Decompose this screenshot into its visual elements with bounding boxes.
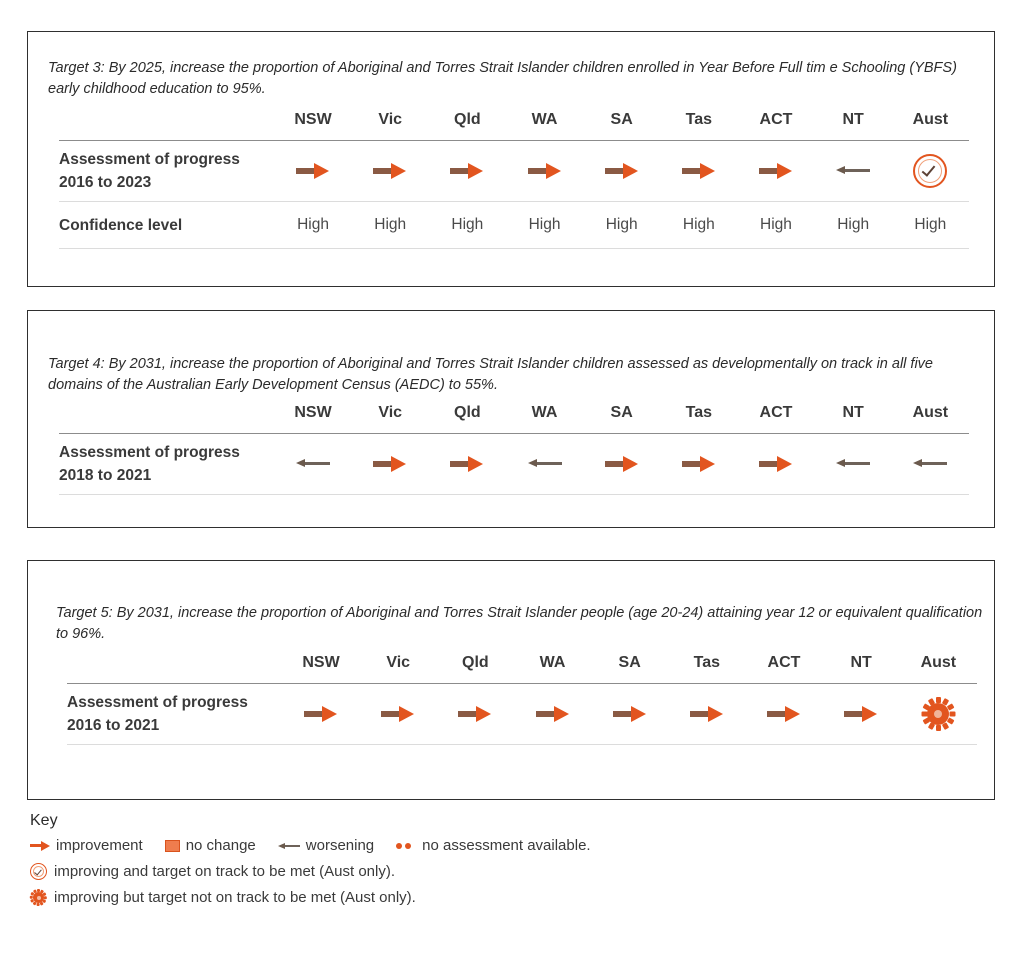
improvement-arrow-icon	[450, 163, 484, 179]
panel-target-5	[27, 560, 995, 800]
improvement-arrow-icon	[682, 163, 716, 179]
table-row-confidence	[59, 202, 969, 249]
cell-sa	[591, 684, 668, 745]
improvement-arrow-icon	[304, 706, 338, 722]
improvement-arrow-icon	[844, 706, 878, 722]
row-label-confidence: Confidence level	[59, 216, 183, 234]
cell-tas	[660, 434, 737, 495]
cell-wa	[514, 684, 591, 745]
header-blank	[67, 654, 282, 683]
target-5-table	[67, 654, 977, 745]
cell-nsw	[274, 141, 351, 202]
header-aust: Aust	[920, 654, 957, 671]
header-aust: Aust	[912, 111, 949, 128]
cell-aust	[892, 434, 969, 495]
target-3-description: Target 3: By 2025, increase the proportion of Aboriginal and Torres Strait Islander children enrolled in Year Before Full tim e Schooling (YBFS) early childhood education to 95%.	[48, 60, 957, 97]
improvement-arrow-icon	[296, 163, 330, 179]
worsening-arrow-icon	[913, 458, 947, 470]
key-item-no-assessment	[396, 837, 590, 854]
key-item-on-track	[30, 863, 990, 880]
row-label-line1: Assessment of progress	[59, 151, 240, 168]
table-header-row	[67, 654, 977, 683]
key-legend	[30, 812, 990, 915]
header-blank	[59, 111, 274, 140]
header-wa: WA	[539, 654, 566, 671]
worsening-arrow-icon	[836, 165, 870, 177]
target-5-description: Target 5: By 2031, increase the proportion of Aboriginal and Torres Strait Islander people (age 20-24) attaining year 12 or equivalent qualification to 96%.	[56, 605, 983, 642]
row-label-assessment	[59, 141, 274, 202]
worsening-arrow-icon	[296, 458, 330, 470]
header-qld: Qld	[462, 654, 489, 671]
header-blank	[59, 404, 274, 433]
cell-nt	[815, 434, 892, 495]
row-label-line2: 2018 to 2021	[59, 467, 152, 484]
cell-nsw	[282, 684, 359, 745]
worsening-arrow-icon	[836, 458, 870, 470]
header-act: ACT	[759, 404, 793, 421]
cell-wa	[506, 141, 583, 202]
panel-target-3	[27, 31, 995, 287]
improvement-arrow-icon	[30, 841, 50, 851]
conf-sa: High	[605, 216, 638, 233]
cell-qld	[437, 684, 514, 745]
cell-vic	[360, 684, 437, 745]
panel-target-4	[27, 310, 995, 528]
conf-qld: High	[451, 216, 484, 233]
on-track-check-circle-icon	[913, 154, 947, 188]
no-assessment-dots-icon	[396, 841, 416, 851]
improvement-arrow-icon	[450, 456, 484, 472]
worsening-arrow-icon	[528, 458, 562, 470]
row-label-line1: Assessment of progress	[59, 444, 240, 461]
table-header-row	[59, 404, 969, 433]
improvement-arrow-icon	[613, 706, 647, 722]
header-wa: WA	[531, 111, 558, 128]
header-tas: Tas	[685, 111, 713, 128]
cell-vic	[352, 434, 429, 495]
cell-tas	[668, 684, 745, 745]
header-nt: NT	[842, 404, 864, 421]
target-4-description: Target 4: By 2031, increase the proportion of Aboriginal and Torres Strait Islander children assessed as developmentally on track in all five domains of the Australian Early Development Census (AEDC) to 55%.	[48, 356, 933, 393]
no-change-icon	[165, 840, 180, 852]
conf-tas: High	[682, 216, 715, 233]
cell-vic	[352, 141, 429, 202]
cell-nsw	[274, 434, 351, 495]
cell-tas	[660, 141, 737, 202]
key-label-on-track: improving and target on track to be met (Aust only).	[54, 863, 395, 880]
improvement-arrow-icon	[759, 163, 793, 179]
bottom-rule	[59, 248, 969, 249]
target-3-table	[59, 111, 969, 249]
header-nsw: NSW	[302, 654, 340, 671]
header-nsw: NSW	[294, 404, 332, 421]
improvement-arrow-icon	[373, 163, 407, 179]
header-aust: Aust	[912, 404, 949, 421]
improvement-arrow-icon	[605, 456, 639, 472]
cell-sa	[583, 141, 660, 202]
table-row-assessment	[67, 684, 977, 745]
row-label-assessment	[67, 684, 282, 745]
cell-act	[737, 434, 814, 495]
table-row-assessment	[59, 141, 969, 202]
row-label-line2: 2016 to 2023	[59, 174, 152, 191]
header-vic: Vic	[378, 111, 403, 128]
cell-nt	[823, 684, 900, 745]
row-label-line1: Assessment of progress	[67, 694, 248, 711]
conf-act: High	[760, 216, 792, 233]
improvement-arrow-icon	[381, 706, 415, 722]
key-label-improvement: improvement	[56, 837, 143, 854]
improvement-arrow-icon	[690, 706, 724, 722]
conf-nsw: High	[297, 216, 329, 233]
key-item-improvement	[30, 837, 143, 854]
improvement-arrow-icon	[528, 163, 562, 179]
header-vic: Vic	[378, 404, 403, 421]
header-wa: WA	[531, 404, 558, 421]
improvement-arrow-icon	[605, 163, 639, 179]
cell-qld	[429, 434, 506, 495]
conf-vic: High	[374, 216, 407, 233]
target-4-table	[59, 404, 969, 495]
improvement-arrow-icon	[373, 456, 407, 472]
header-qld: Qld	[454, 111, 481, 128]
header-act: ACT	[759, 111, 793, 128]
key-label-worsening: worsening	[305, 837, 375, 854]
bottom-rule	[67, 744, 977, 745]
conf-nt: High	[837, 216, 870, 233]
header-sa: SA	[610, 111, 633, 128]
header-tas: Tas	[685, 404, 713, 421]
cell-aust	[892, 141, 969, 202]
cell-aust	[900, 684, 977, 745]
on-track-check-circle-icon	[30, 863, 47, 880]
bottom-rule	[59, 494, 969, 495]
cell-sa	[583, 434, 660, 495]
header-nsw: NSW	[294, 111, 332, 128]
improvement-arrow-icon	[759, 456, 793, 472]
cell-qld	[429, 141, 506, 202]
key-label-no-assessment: no assessment available.	[422, 837, 591, 854]
improvement-arrow-icon	[767, 706, 801, 722]
header-vic: Vic	[386, 654, 411, 671]
header-act: ACT	[767, 654, 801, 671]
header-tas: Tas	[693, 654, 721, 671]
header-nt: NT	[842, 111, 864, 128]
cell-act	[737, 141, 814, 202]
worsening-arrow-icon	[278, 841, 300, 851]
cell-nt	[815, 141, 892, 202]
improvement-arrow-icon	[458, 706, 492, 722]
table-row-assessment	[59, 434, 969, 495]
key-title: Key	[30, 812, 58, 829]
header-qld: Qld	[454, 404, 481, 421]
table-header-row	[59, 111, 969, 140]
not-on-track-sunburst-icon	[30, 889, 47, 906]
header-sa: SA	[610, 404, 633, 421]
header-nt: NT	[850, 654, 872, 671]
cell-wa	[506, 434, 583, 495]
improvement-arrow-icon	[536, 706, 570, 722]
key-item-no-change	[165, 837, 256, 854]
row-label-assessment	[59, 434, 274, 495]
conf-aust: High	[914, 216, 947, 233]
improvement-arrow-icon	[682, 456, 716, 472]
header-sa: SA	[618, 654, 641, 671]
key-label-not-on-track: improving but target not on track to be met (Aust only).	[54, 889, 416, 906]
key-label-no-change: no change	[185, 837, 256, 854]
key-item-worsening	[278, 837, 374, 854]
key-item-not-on-track	[30, 889, 990, 906]
conf-wa: High	[528, 216, 561, 233]
row-label-line2: 2016 to 2021	[67, 717, 160, 734]
not-on-track-sunburst-icon	[921, 697, 955, 731]
cell-act	[745, 684, 822, 745]
key-inline-row	[30, 837, 990, 854]
